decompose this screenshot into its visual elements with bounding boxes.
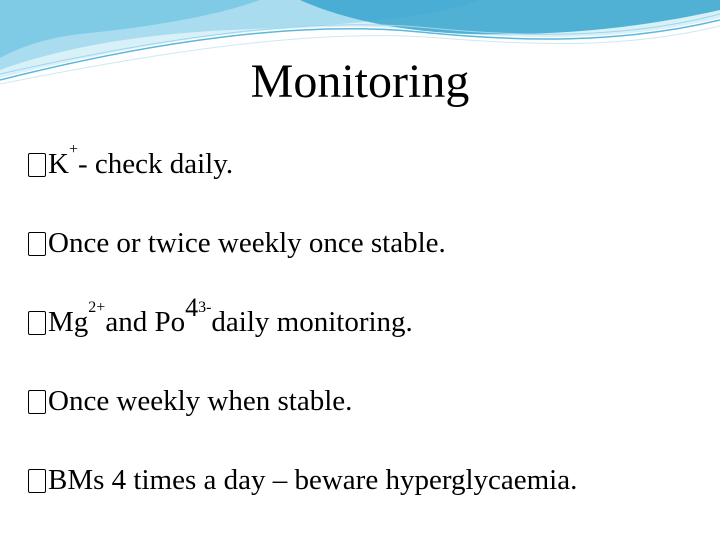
unknown-glyph-box-icon	[28, 390, 46, 414]
bullet-text-part: K	[48, 148, 69, 180]
bullet-text-part: Once weekly when stable.	[48, 385, 353, 417]
bullet-text-part: Mg	[48, 306, 89, 338]
slide-title: Monitoring	[250, 55, 470, 108]
bullet-item-weekly	[28, 387, 708, 466]
unknown-glyph-box-icon	[28, 311, 46, 335]
bullet-text-part: - check daily.	[77, 148, 234, 180]
bullet-text-part: daily monitoring.	[211, 306, 413, 338]
bullet-item-magnesium-phosphate: Mg 2+ and Po 4 3- daily monitoring.	[28, 308, 708, 387]
bullet-text-part: Once or twice weekly once stable.	[48, 227, 446, 259]
bullet-list	[28, 141, 708, 545]
unknown-glyph-box-icon	[28, 153, 46, 177]
bullet-text-part: BMs 4 times a day – beware hyperglycaemia.	[48, 464, 578, 496]
unknown-glyph-box-icon	[28, 232, 46, 256]
unknown-glyph-box-icon	[28, 469, 46, 493]
bullet-item-potassium: K + - check daily.	[28, 150, 708, 229]
bullet-item-potassium-stable	[28, 229, 708, 308]
bullet-text-part: and Po	[105, 306, 186, 338]
bullet-item-bms	[28, 466, 708, 545]
